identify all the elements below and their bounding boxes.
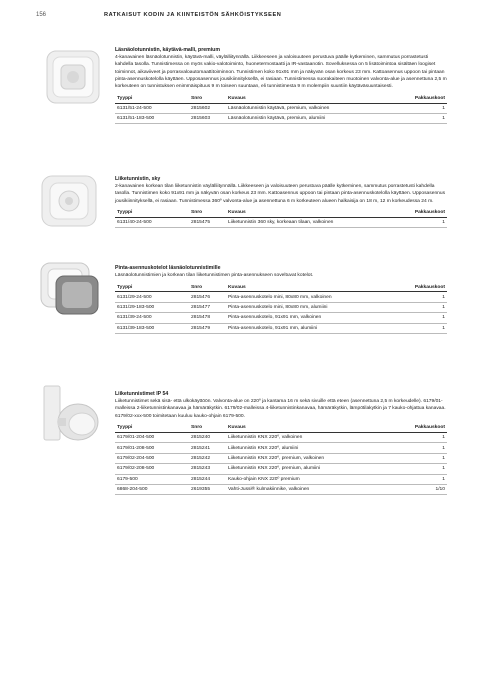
cell-desc: Läsnäolotunnistin käytävä, premium, alumiini bbox=[226, 114, 403, 124]
col-desc: Kuvaus bbox=[226, 283, 403, 292]
section-description: 4-kanavainen läsnäolotunnistin, käytävä-malli, väylälliitynnällä. Liikkeeseen ja valoisuuteen perustuva päälle kytkeminen, sammutus porrastetusti kahdella tasolla. Tunnistimessa on myös vakio-valotoiminto, huonetermostaatti ja IR-vastaanotin. Sovelluksessa on 5 lisätoimintoa sisältäen loogiset toiminnot, aikaviiveet ja porrasvaloautomaattitoiminnon. Tunnistimen koko 91x91 mm ja näkyvän osan korkeus 23 mm. Kattoasennus uppoon tai pintaan pinta-asennuskotelolla käyttäen. Upposasennus jousikiinnityksellä, ei rasiaan. Tunnistimessa suorakaiteen muotoinen valvonta-alue ja asennettuna 2,5 m korkeuteen on tunnistuksen enimmäispituus 9 m toiseen suuntaan, eli tunnistimesta 9 m molempiin suuntiin käytäväsuuntaisesti. bbox=[115, 55, 447, 90]
cell-pack: 1 bbox=[403, 103, 447, 113]
col-snro: Snro bbox=[189, 94, 226, 103]
cell-pack: 1 bbox=[403, 292, 447, 302]
cell-type: 6179/01-204-500 bbox=[115, 433, 189, 443]
section-corridor-sensor bbox=[115, 47, 447, 124]
cell-snro: 2815476 bbox=[189, 292, 226, 302]
cell-pack: 1 bbox=[403, 433, 447, 443]
cell-type: 6131/40-24-500 bbox=[115, 218, 189, 228]
col-type: Tyyppi bbox=[115, 424, 189, 433]
sky-sensor-image bbox=[38, 170, 100, 232]
table-row bbox=[115, 433, 447, 443]
col-snro: Snro bbox=[189, 283, 226, 292]
table-row bbox=[115, 302, 447, 312]
col-pack: Pakkauskoot bbox=[403, 94, 447, 103]
cell-desc: Liiketunnistin KNX 220º, valkoinen bbox=[226, 433, 403, 443]
table-row bbox=[115, 474, 447, 484]
section-description: Liiketunnistimet sekä sisä- että ulkokäyttöön. Valvonta-alue on 220º ja kantama 16 m sekä sivuille että eteen (asennettuna 2,5 m korkeudelle). 6179/01-malleissa 2-liiketunnistinkanavaa ja hämäräkytkin. 6179/02-malleissa 4-liiketunnistinkanavaa, hämäräkytkin, lämpötilakytkin ja 7 kauko-ohjattua kanavaa. 6179/02-xxx-500 toimitetaan kuuluu kauko-ohjain 6179-500. bbox=[115, 399, 446, 419]
cell-type: 6131/51-24-500 bbox=[115, 103, 189, 113]
table-row bbox=[115, 453, 447, 463]
cell-snro: 2815602 bbox=[189, 103, 226, 113]
section-surface-boxes bbox=[115, 265, 447, 334]
cell-desc: Läsnäolotunnistin käytävä, premium, valkoinen bbox=[226, 103, 403, 113]
cell-snro: 2815240 bbox=[189, 433, 226, 443]
cell-pack: 1 bbox=[403, 313, 447, 323]
cell-desc: Pinta-asennuskotelo, 91x91 mm, alumiini bbox=[226, 323, 403, 333]
cell-desc: Liiketunnistin KNX 220º, alumiini bbox=[226, 443, 403, 453]
col-pack: Pakkauskoot bbox=[403, 209, 447, 218]
cell-type: 6131/39-183-500 bbox=[115, 323, 189, 333]
cell-desc: Liiketunnistin 360 sky, korkeaan tilaan, valkoinen bbox=[226, 218, 403, 228]
cell-type: 6179/02-208-500 bbox=[115, 464, 189, 474]
cell-type: 6131/39-24-500 bbox=[115, 313, 189, 323]
cell-snro: 2815479 bbox=[189, 323, 226, 333]
cell-desc: Kauko-ohjain KNX 220º premium bbox=[226, 474, 403, 484]
cell-snro: 2815603 bbox=[189, 114, 226, 124]
section-title: Läsnäolotunnistin, käytävä-malli, premium bbox=[115, 47, 220, 53]
corridor-sensor-image bbox=[44, 48, 102, 106]
cell-pack: 1 bbox=[403, 323, 447, 333]
cell-pack: 1/10 bbox=[403, 484, 447, 494]
table-row bbox=[115, 218, 447, 228]
section-ip54-sensors bbox=[115, 391, 447, 495]
section-description: Läsnäolotunnistimien ja korkean tilan liiketunnistimen pinta-asennukseen soveltuvat kotelot. bbox=[115, 273, 314, 278]
product-table bbox=[115, 209, 447, 229]
table-row bbox=[115, 292, 447, 302]
cell-snro: 2815475 bbox=[189, 218, 226, 228]
cell-snro: 2815244 bbox=[189, 474, 226, 484]
cell-desc: Vahti-Jussi® kulmakiinnike, valkoinen bbox=[226, 484, 403, 494]
cell-snro: 2815477 bbox=[189, 302, 226, 312]
cell-snro: 2815243 bbox=[189, 464, 226, 474]
table-row bbox=[115, 313, 447, 323]
page-header: RATKAISUT KODIN JA KIINTEISTÖN SÄHKÖISTYKSEEN bbox=[104, 12, 282, 18]
cell-desc: Liiketunnistin KNX 220º, premium, alumiini bbox=[226, 464, 403, 474]
cell-type: 6131/51-183-500 bbox=[115, 114, 189, 124]
col-desc: Kuvaus bbox=[226, 209, 403, 218]
col-pack: Pakkauskoot bbox=[403, 424, 447, 433]
col-snro: Snro bbox=[189, 424, 226, 433]
cell-type: 6131/29-183-500 bbox=[115, 302, 189, 312]
table-row bbox=[115, 484, 447, 494]
section-title: Liiketunnistin, sky bbox=[115, 176, 161, 182]
col-desc: Kuvaus bbox=[226, 94, 403, 103]
section-sky-sensor bbox=[115, 176, 447, 228]
cell-pack: 1 bbox=[403, 114, 447, 124]
ip54-sensor-image bbox=[40, 384, 104, 448]
product-table bbox=[115, 283, 447, 334]
surface-box-image bbox=[36, 258, 102, 320]
product-table bbox=[115, 94, 447, 124]
cell-pack: 1 bbox=[403, 302, 447, 312]
cell-type: 6868-204-500 bbox=[115, 484, 189, 494]
table-row bbox=[115, 114, 447, 124]
cell-pack: 1 bbox=[403, 443, 447, 453]
col-pack: Pakkauskoot bbox=[403, 283, 447, 292]
cell-type: 6179/01-208-500 bbox=[115, 443, 189, 453]
cell-pack: 1 bbox=[403, 474, 447, 484]
cell-snro: 2815241 bbox=[189, 443, 226, 453]
section-title: Pinta-asennuskotelot läsnäolotunnistimille bbox=[115, 265, 221, 271]
cell-type: 6179/02-204-500 bbox=[115, 453, 189, 463]
section-title: Liiketunnistimet IP 54 bbox=[115, 391, 169, 397]
cell-snro: 2815478 bbox=[189, 313, 226, 323]
page-number: 156 bbox=[36, 12, 47, 18]
cell-snro: 2815242 bbox=[189, 453, 226, 463]
cell-pack: 1 bbox=[403, 218, 447, 228]
cell-desc: Pinta-asennuskotelo mini, 80x80 mm, valkoinen bbox=[226, 292, 403, 302]
cell-type: 6131/29-24-500 bbox=[115, 292, 189, 302]
col-type: Tyyppi bbox=[115, 283, 189, 292]
col-desc: Kuvaus bbox=[226, 424, 403, 433]
product-table bbox=[115, 424, 447, 495]
table-row bbox=[115, 443, 447, 453]
cell-desc: Liiketunnistin KNX 220º, premium, valkoinen bbox=[226, 453, 403, 463]
col-type: Tyyppi bbox=[115, 209, 189, 218]
cell-snro: 2619355 bbox=[189, 484, 226, 494]
cell-type: 6179-500 bbox=[115, 474, 189, 484]
cell-desc: Pinta-asennuskotelo, 91x91 mm, valkoinen bbox=[226, 313, 403, 323]
section-description: 2-kanavainen korkean tilan liiketunnistin väylälliitynnällä. Liikkeeseen ja valoisuuteen perustuva päälle kytkeminen, sammutus porrastetusti kahdella tasolla. Tunnistimen koko 91x91 mm ja näkyvän osan korkeus 23 mm. Kattoasennus uppoon tai pintaan pinta-asennuskotelolla käyttäen. Upposasennus jousikiinnityksellä, ei rasiaan. Tunnistimessa 360º valvonta-alue ja asennettuna 6 m korkeuteen alueen halkaisija on 18 m, 12 m korkeudessa 24 m. bbox=[115, 184, 446, 204]
col-snro: Snro bbox=[189, 209, 226, 218]
cell-pack: 1 bbox=[403, 464, 447, 474]
col-type: Tyyppi bbox=[115, 94, 189, 103]
table-row bbox=[115, 464, 447, 474]
table-row bbox=[115, 323, 447, 333]
cell-pack: 1 bbox=[403, 453, 447, 463]
cell-desc: Pinta-asennuskotelo mini, 80x80 mm, alumiini bbox=[226, 302, 403, 312]
table-row bbox=[115, 103, 447, 113]
